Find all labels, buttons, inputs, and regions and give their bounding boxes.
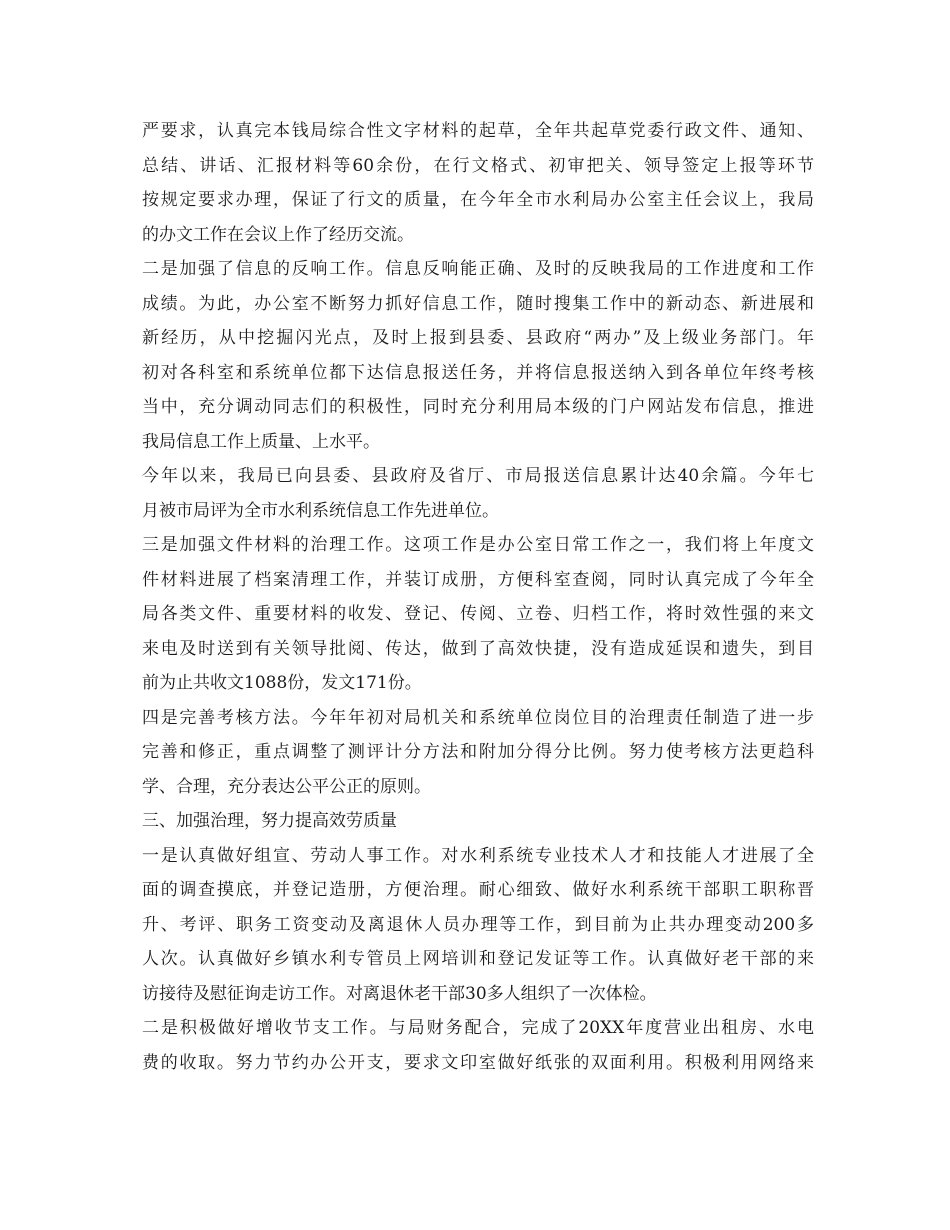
text-line: 今年以来，我局已向县委、县政府及省厅、市局报送信息累计达40余篇。今年七 [142, 466, 814, 486]
text-line: 二是积极做好增收节支工作。与局财务配合，完成了20XX年度营业出租房、水电 [142, 1018, 814, 1038]
text-line: 前为止共收文1088份，发文171份。 [142, 673, 422, 693]
text-line: 我局信息工作上质量、上水平。 [142, 431, 380, 452]
text-line: 访接待及慰征询走访工作。对离退休老干部30多人组织了一次体检。 [142, 983, 657, 1004]
text-line: 总结、讲话、汇报材料等60余份，在行文格式、初审把关、领导签定上报等环节 [142, 155, 814, 176]
text-line: 新经历，从中挖掘闪光点，及时上报到县委、县政府“两办”及上级业务部门。年 [142, 328, 814, 348]
text-line: 初对各科室和系统单位都下达信息报送任务，并将信息报送纳入到各单位年终考核 [142, 362, 814, 383]
text-line: 升、考评、职务工资变动及离退休人员办理等工作，到目前为止共办理变动200多 [142, 914, 814, 935]
document-body [142, 114, 814, 1080]
text-line: 的办文工作在会议上作了经历交流。 [142, 224, 414, 245]
text-line: 来电及时送到有关领导批阅、传达，做到了高效快捷，没有造成延误和遗失，到目 [142, 638, 814, 659]
text-line: 当中，充分调动同志们的积极性，同时充分利用局本级的门户网站发布信息，推进 [142, 397, 814, 417]
section-heading: 三、加强治理，努力提高效劳质量 [142, 811, 397, 831]
text-line: 费的收取。努力节约办公开支，要求文印室做好纸张的双面利用。积极利用网络来 [142, 1052, 814, 1073]
text-line: 四是完善考核方法。今年年初对局机关和系统单位岗位目的治理责任制造了进一步 [142, 707, 814, 728]
text-line: 严要求，认真完本钱局综合性文字材料的起草，全年共起草党委行政文件、通知、 [142, 121, 814, 141]
text-line: 成绩。为此，办公室不断努力抓好信息工作，随时搜集工作中的新动态、新进展和 [142, 293, 814, 314]
text-line: 局各类文件、重要材料的收发、登记、传阅、立卷、归档工作，将时效性强的来文 [142, 604, 814, 624]
text-line: 件材料进展了档案清理工作，并装订成册，方便科室查阅，同时认真完成了今年全 [142, 569, 814, 590]
text-line: 按规定要求办理，保证了行文的质量，在今年全市水利局办公室主任会议上，我局 [142, 190, 814, 210]
text-line: 人次。认真做好乡镇水利专管员上网培训和登记发证等工作。认真做好老干部的来 [142, 949, 814, 969]
text-line: 三是加强文件材料的治理工作。这项工作是办公室日常工作之一，我们将上年度文 [142, 535, 814, 555]
text-line: 完善和修正，重点调整了测评计分方法和附加分得分比例。努力使考核方法更趋科 [142, 742, 814, 762]
text-line: 月被市局评为全市水利系统信息工作先进单位。 [142, 500, 499, 521]
text-line: 面的调查摸底，并登记造册，方便治理。耐心细致、做好水利系统干部职工职称晋 [142, 880, 814, 900]
text-line: 学、合理，充分表达公平公正的原则。 [142, 776, 431, 797]
text-line: 二是加强了信息的反响工作。信息反响能正确、及时的反映我局的工作进度和工作 [142, 259, 814, 279]
text-line: 一是认真做好组宣、劳动人事工作。对水利系统专业技术人才和技能人才进展了全 [142, 845, 814, 866]
